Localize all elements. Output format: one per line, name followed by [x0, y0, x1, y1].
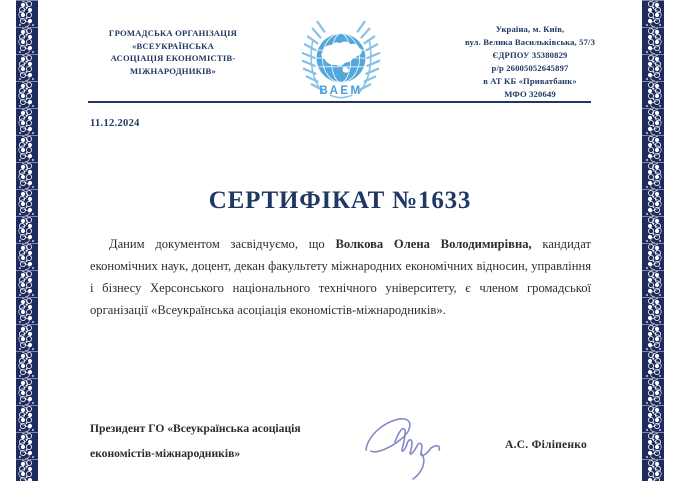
contact-block [428, 23, 632, 100]
emblem-acronym-label: ВАЕМ [319, 85, 363, 97]
ornamental-border-right-icon [642, 0, 664, 481]
body-text-before: Даним документом засвідчуємо, що [109, 237, 336, 251]
signer-title-line: економістів-міжнародників» [90, 447, 241, 460]
contact-line: Україна, м. Київ, [495, 24, 565, 34]
ornamental-border-left-icon [16, 0, 38, 481]
contact-line: ЄДРПОУ 35380829 [492, 49, 568, 60]
contact-line: вул. Велика Васильківська, 57/3 [464, 36, 596, 47]
org-name-line: ГРОМАДСЬКА ОРГАНІЗАЦІЯ [108, 28, 238, 38]
signer-title-block [90, 416, 360, 466]
person-name: Волкова Олена Володимирівна, [335, 237, 532, 251]
certificate-body [90, 233, 591, 321]
org-name-block [88, 27, 258, 77]
org-name-line: МІЖНАРОДНИКІВ» [130, 65, 216, 76]
body-text-after: кандидат економічних наук, доцент, декан факультету міжнародних економічних відносин, управління і бізнесу Херсонського національного технічного університету, є членом громадської організації «Всеукраїнська асоціація економістів-міжнародників». [90, 237, 591, 317]
org-name-line: «ВСЕУКРАЇНСЬКА [131, 40, 214, 51]
org-name-line: АСОЦІАЦІЯ ЕКОНОМІСТІВ- [110, 53, 236, 64]
contact-line: МФО 320649 [504, 88, 556, 99]
header-divider [88, 101, 591, 103]
contact-line: р/р 26005052645897 [491, 62, 569, 73]
signature-icon [350, 402, 464, 481]
globe-icon [317, 34, 366, 83]
signer-title-line: Президент ГО «Всеукраїнська асоціація [90, 422, 301, 435]
certificate-title: СЕРТИФІКАТ №1633 [208, 187, 472, 214]
issue-date: 11.12.2024 [90, 118, 140, 129]
signer-name: А.С. Філіпенко [505, 438, 587, 451]
contact-line: в АТ КБ «Приватбанк» [483, 75, 577, 86]
